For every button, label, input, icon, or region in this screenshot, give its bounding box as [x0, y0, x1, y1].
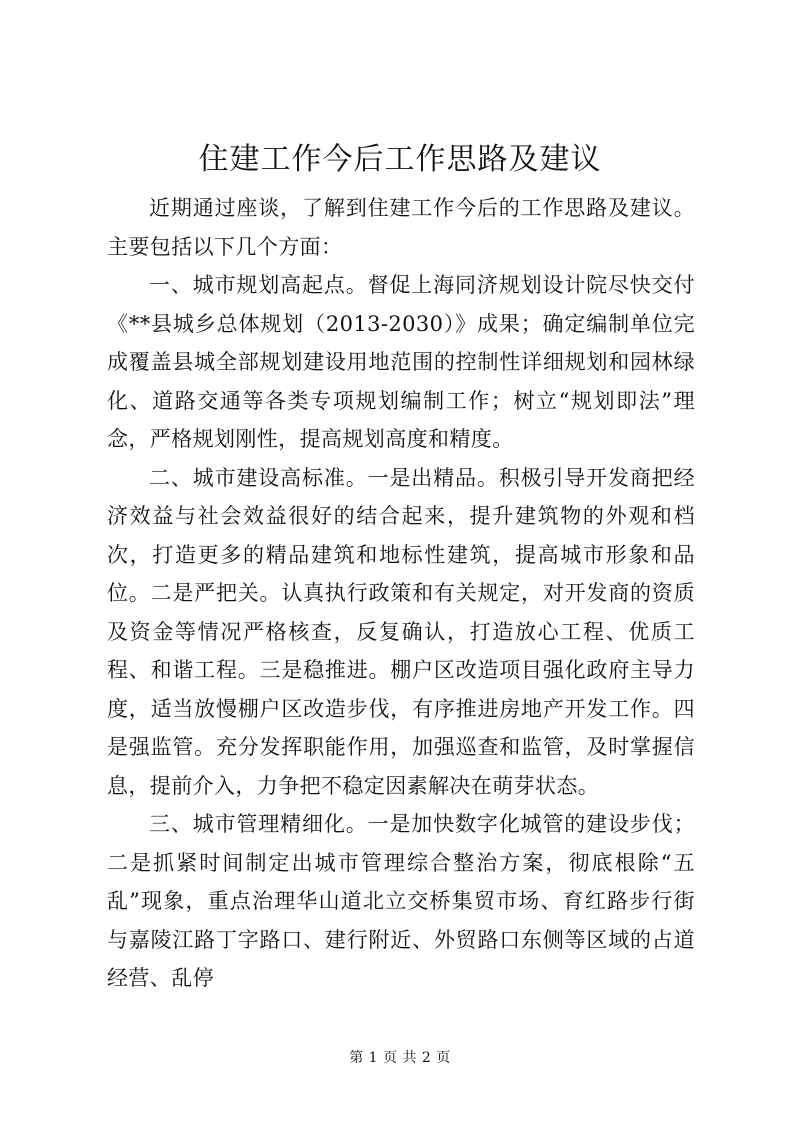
paragraph-planning: 一、城市规划高起点。督促上海同济规划设计院尽快交付《**县城乡总体规划（2013-2030）》成果；确定编制单位完成覆盖县城全部规划建设用地范围的控制性详细规划和园林绿化、道路交通等各类专项规划编制工作；树立“规划即法”理念，严格规划刚性，提高规划高度和精度。	[107, 273, 695, 451]
document-title: 住建工作今后工作思路及建议	[198, 142, 602, 177]
paragraph-management: 三、城市管理精细化。一是加快数字化城管的建设步伐；二是抓紧时间制定出城市管理综合整治方案，彻底根除“五乱”现象，重点治理华山道北立交桥集贸市场、育红路步行街与嘉陵江路丁字路口、建行附近、外贸路口东侧等区域的占道经营、乱停	[107, 812, 695, 990]
paragraph-intro: 近期通过座谈，了解到住建工作今后的工作思路及建议。主要包括以下几个方面：	[107, 196, 695, 259]
document-body	[107, 189, 695, 998]
paragraph-construction: 二、城市建设高标准。一是出精品。积极引导开发商把经济效益与社会效益很好的结合起来，提升建筑物的外观和档次，打造更多的精品建筑和地标性建筑，提高城市形象和品位。二是严把关。认真执行政策和有关规定，对开发商的资质及资金等情况严格核查，反复确认，打造放心工程、优质工程、和谐工程。三是稳推进。棚户区改造项目强化政府主导力度，适当放慢棚户区改造步伐，有序推进房地产开发工作。四是强监管。充分发挥职能作用，加强巡查和监管，及时掌握信息，提前介入，力争把不稳定因素解决在萌芽状态。	[107, 465, 695, 798]
page-footer: 第 1 页 共 2 页	[349, 1050, 451, 1066]
